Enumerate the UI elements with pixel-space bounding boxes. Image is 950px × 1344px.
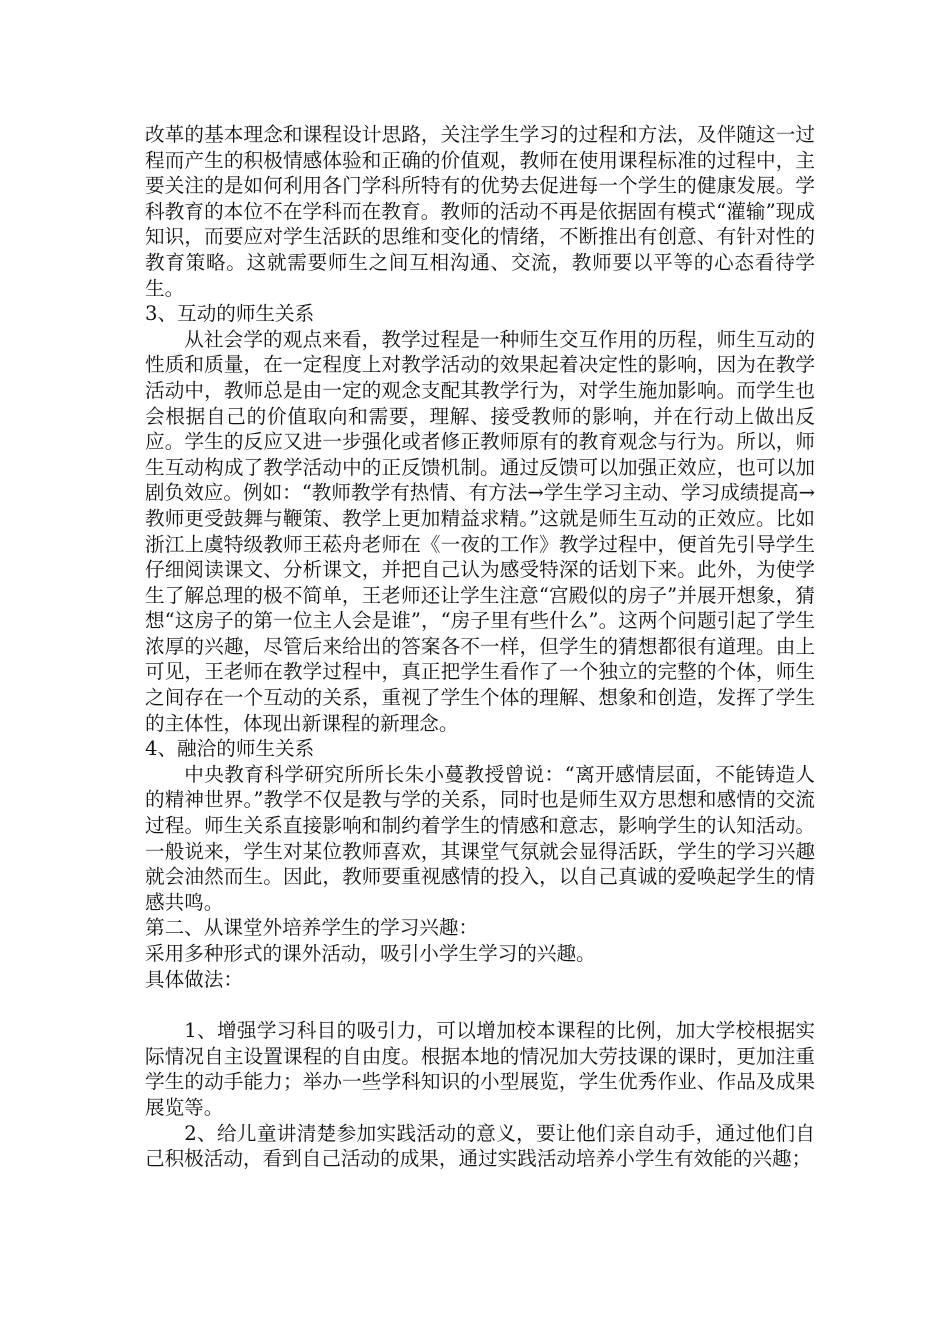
document-body	[145, 122, 815, 1172]
paragraph-method-1: 1、增强学习科目的吸引力，可以增加校本课程的比例，加大学校根据实际情况自主设置课程的自由度。根据本地的情况加大劳技课的课时，更加注重学生的动手能力；举办一些学科知识的小型展览，学生优秀作业、作品及成果展览等。	[145, 1019, 815, 1119]
paragraph-intro: 改革的基本理念和课程设计思路，关注学生学习的过程和方法，及伴随这一过程而产生的积极情感体验和正确的价值观，教师在使用课程标准的过程中，主要关注的是如何利用各门学科所特有的优势去促进每一个学生的健康发展。学科教育的本位不在学科而在教育。教师的活动不再是依据固有模式“灌输”现成知识，而要应对学生活跃的思维和变化的情绪，不断推出有创意、有针对性的教育策略。这就需要师生之间互相沟通、交流，教师要以平等的心态看待学生。	[145, 123, 815, 300]
paragraph-method-2: 2、给儿童讲清楚参加实践活动的意义，要让他们亲自动手，通过他们自己积极活动，看到自己活动的成果，通过实践活动培养小学生有效能的兴趣；	[145, 1121, 815, 1171]
heading-interactive-relationship: 3、互动的师生关系	[145, 302, 315, 326]
paragraph-harmonious: 中央教育科学研究所所长朱小蔓教授曾说：“离开感情层面，不能铸造人的精神世界。”教学不仅是教与学的关系，同时也是师生双方思想和感情的交流过程。师生关系直接影响和制约着学生的情感和意志，影响学生的认知活动。一般说来，学生对某位教师喜欢，其课堂气氛就会显得活跃，学生的学习兴趣就会油然而生。因此，教师要重视感情的投入，以自己真诚的爱唤起学生的情感共鸣。	[145, 762, 815, 914]
paragraph-methods-label: 具体做法：	[145, 967, 243, 991]
heading-harmonious-relationship: 4、融洽的师生关系	[145, 737, 315, 761]
paragraph-extracurricular: 采用多种形式的课外活动，吸引小学生学习的兴趣。	[145, 942, 596, 965]
heading-outside-classroom: 第二、从课堂外培养学生的学习兴趣：	[145, 916, 479, 940]
paragraph-interactive: 从社会学的观点来看，教学过程是一种师生交互作用的历程，师生互动的性质和质量，在一定程度上对教学活动的效果起着决定性的影响，因为在教学活动中，教师总是由一定的观念支配其教学行为，对学生施加影响。而学生也会根据自己的价值取向和需要，理解、接受教师的影响，并在行动上做出反应。学生的反应又进一步强化或者修正教师原有的教育观念与行为。所以，师生互动构成了教学活动中的正反馈机制。通过反馈可以加强正效应，也可以加剧负效应。例如：“教师教学有热情、有方法→学生学习主动、学习成绩提高→教师更受鼓舞与鞭策、教学上更加精益求精。”这就是师生互动的正效应。比如浙江上虞特级教师王菘舟老师在《一夜的工作》教学过程中，便首先引导学生仔细阅读课文、分析课文，并把自己认为感受特深的话划下来。此外，为使学生了解总理的极不简单，王老师还让学生注意“宫殿似的房子”并展开想象，猜想“这房子的第一位主人会是谁”，“房子里有些什么”。这两个问题引起了学生浓厚的兴趣，尽管后来给出的答案各不一样，但学生的猜想都很有道理。由上可见，王老师在教学过程中，真正把学生看作了一个独立的完整的个体，师生之间存在一个互动的关系，重视了学生个体的理解、想象和创造，发挥了学生的主体性，体现出新课程的新理念。	[145, 327, 815, 735]
blank-line	[145, 992, 815, 1018]
